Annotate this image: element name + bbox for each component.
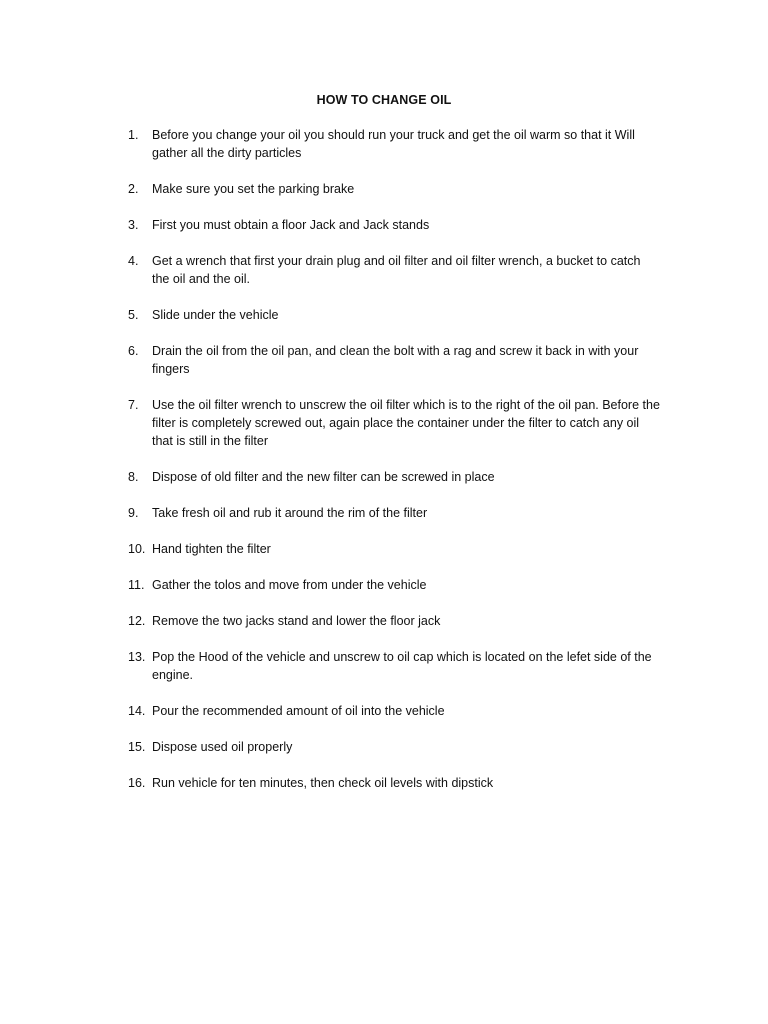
- step-text: Drain the oil from the oil pan, and clean the bolt with a rag and screw it back in with your fingers: [152, 344, 639, 376]
- step-number: 9.: [128, 506, 139, 520]
- list-item: [128, 396, 668, 450]
- list-item: [128, 738, 668, 756]
- step-number: 7.: [128, 398, 139, 412]
- list-item: [128, 612, 668, 630]
- step-number: 2.: [128, 182, 139, 196]
- step-text: Slide under the vehicle: [152, 308, 279, 322]
- list-item: [128, 306, 668, 324]
- steps-list: [128, 126, 668, 810]
- step-number: 8.: [128, 470, 139, 484]
- list-item: [128, 216, 668, 234]
- step-number: 14.: [128, 704, 146, 718]
- list-item: [128, 702, 668, 720]
- list-item: [128, 540, 668, 558]
- step-text: Make sure you set the parking brake: [152, 182, 355, 196]
- step-number: 16.: [128, 776, 146, 790]
- step-text: Get a wrench that first your drain plug and oil filter and oil filter wrench, a bucket to catch the oil and the oil.: [152, 254, 641, 286]
- step-number: 15.: [128, 740, 146, 754]
- step-text: Dispose of old filter and the new filter can be screwed in place: [152, 470, 495, 484]
- step-number: 6.: [128, 344, 139, 358]
- step-text: Pour the recommended amount of oil into the vehicle: [152, 704, 445, 718]
- list-item: [128, 342, 668, 378]
- step-text: Hand tighten the filter: [152, 542, 271, 556]
- step-number: 12.: [128, 614, 146, 628]
- list-item: [128, 774, 668, 792]
- document-title: HOW TO CHANGE OIL: [316, 93, 452, 107]
- list-item: [128, 126, 668, 162]
- step-text: Remove the two jacks stand and lower the floor jack: [152, 614, 441, 628]
- step-text: First you must obtain a floor Jack and Jack stands: [152, 218, 430, 232]
- list-item: [128, 252, 668, 288]
- list-item: [128, 576, 668, 594]
- step-text: Take fresh oil and rub it around the rim of the filter: [152, 506, 428, 520]
- step-number: 10.: [128, 542, 146, 556]
- step-number: 13.: [128, 650, 146, 664]
- step-text: Use the oil filter wrench to unscrew the oil filter which is to the right of the oil pan. Before the filter is completely screwed out, again place the container under the filter to catch any oil that is still in the filter: [152, 398, 660, 448]
- step-text: Pop the Hood of the vehicle and unscrew to oil cap which is located on the lefet side of the engine.: [152, 650, 652, 682]
- step-text: Gather the tolos and move from under the vehicle: [152, 578, 427, 592]
- step-text: Before you change your oil you should run your truck and get the oil warm so that it Will gather all the dirty particles: [152, 128, 635, 160]
- step-text: Dispose used oil properly: [152, 740, 293, 754]
- step-number: 11.: [128, 578, 145, 592]
- step-number: 1.: [128, 128, 139, 142]
- list-item: [128, 468, 668, 486]
- list-item: [128, 180, 668, 198]
- list-item: [128, 648, 668, 684]
- step-number: 3.: [128, 218, 139, 232]
- step-number: 5.: [128, 308, 139, 322]
- step-number: 4.: [128, 254, 139, 268]
- step-text: Run vehicle for ten minutes, then check oil levels with dipstick: [152, 776, 494, 790]
- list-item: [128, 504, 668, 522]
